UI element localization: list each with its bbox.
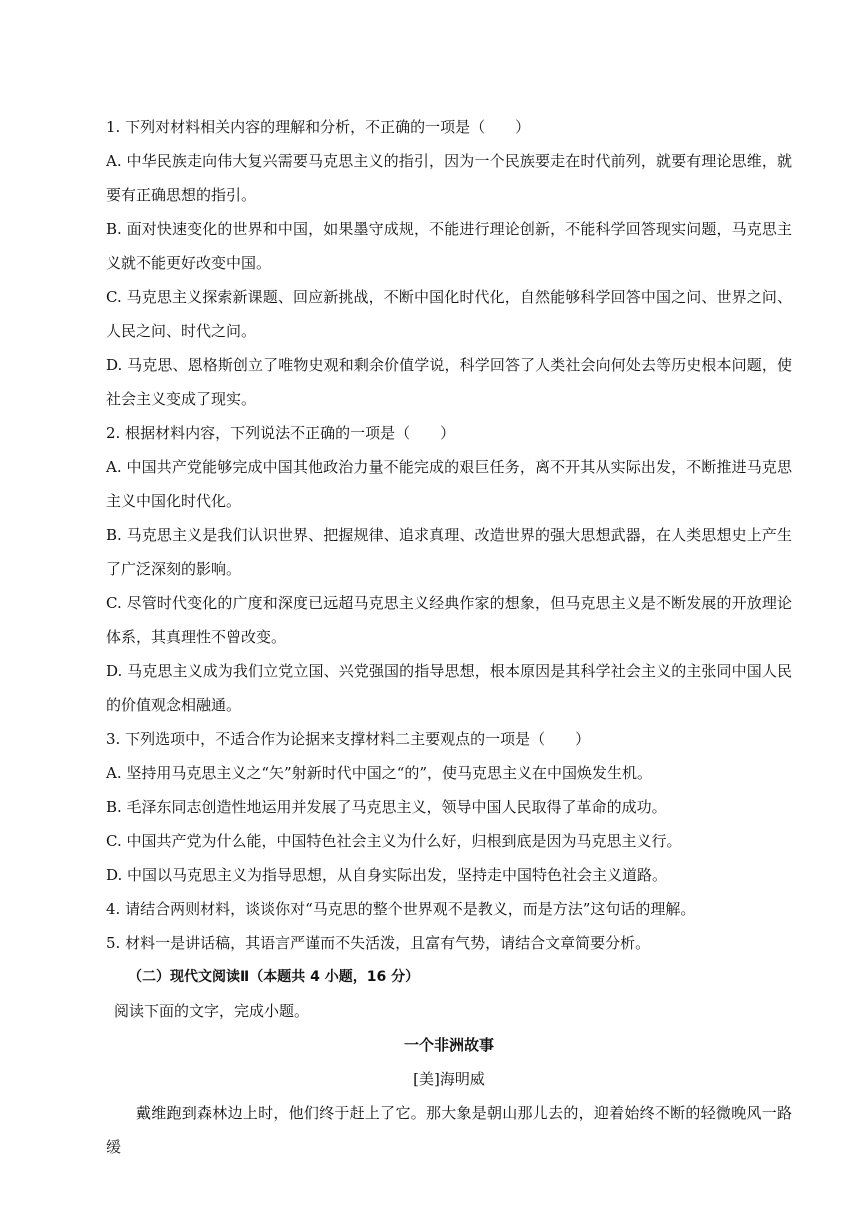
question-1-option-c: C. 马克思主义探索新课题、回应新挑战，不断中国化时代化，自然能够科学回答中国之问、世界之问、人民之问、时代之问。: [106, 288, 792, 340]
question-2-stem: 2. 根据材料内容，下列说法不正确的一项是（ ）: [106, 424, 456, 442]
story-title: 一个非洲故事: [403, 1036, 494, 1054]
question-3-stem: 3. 下列选项中，不适合作为论据来支撑材料二主要观点的一项是（ ）: [106, 730, 591, 748]
section-heading: （二）现代文阅读Ⅱ（本题共 4 小题，16 分）: [128, 969, 420, 985]
question-5: 5. 材料一是讲话稿，其语言严谨而不失活泼，且富有气势，请结合文章简要分析。: [106, 934, 651, 952]
question-3-option-b: B. 毛泽东同志创造性地运用并发展了马克思主义，领导中国人民取得了革命的成功。: [106, 798, 667, 816]
question-1-option-d: D. 马克思、恩格斯创立了唯物史观和剩余价值学说，科学回答了人类社会向何处去等历史根本问题，使社会主义变成了现实。: [106, 356, 792, 408]
story-paragraph: 戴维跑到森林边上时，他们终于赶上了它。那大象是朝山那儿去的，迎着始终不断的轻微晚风一路缓: [106, 1104, 792, 1156]
question-4: 4. 请结合两则材料，谈谈你对“马克思的整个世界观不是教义，而是方法”这句话的理解。: [106, 900, 696, 918]
reading-instruction: 阅读下面的文字，完成小题。: [114, 1002, 310, 1020]
question-2-option-d: D. 马克思主义成为我们立党立国、兴党强国的指导思想，根本原因是其科学社会主义的主张同中国人民的价值观念相融通。: [106, 662, 792, 714]
question-1-option-a: A. 中华民族走向伟大复兴需要马克思主义的指引，因为一个民族要走在时代前列，就要有理论思维，就要有正确思想的指引。: [106, 152, 792, 204]
question-1-option-b: B. 面对快速变化的世界和中国，如果墨守成规，不能进行理论创新，不能科学回答现实问题，马克思主义就不能更好改变中国。: [106, 220, 792, 272]
question-1-stem: 1. 下列对材料相关内容的理解和分析，不正确的一项是（ ）: [106, 118, 531, 136]
document-body: [106, 110, 792, 1164]
question-2-option-c: C. 尽管时代变化的广度和深度已远超马克思主义经典作家的想象，但马克思主义是不断发展的开放理论体系，其真理性不曾改变。: [106, 594, 792, 646]
question-3-option-d: D. 中国以马克思主义为指导思想，从自身实际出发，坚持走中国特色社会主义道路。: [106, 866, 668, 884]
question-3-option-c: C. 中国共产党为什么能，中国特色社会主义为什么好，归根到底是因为马克思主义行。: [106, 832, 682, 850]
story-author: [美]海明威: [413, 1070, 485, 1088]
question-3-option-a: A. 坚持用马克思主义之“矢”射新时代中国之“的”，使马克思主义在中国焕发生机。: [106, 764, 653, 782]
question-2-option-a: A. 中国共产党能够完成中国其他政治力量不能完成的艰巨任务，离不开其从实际出发，不断推进马克思主义中国化时代化。: [106, 458, 792, 510]
question-2-option-b: B. 马克思主义是我们认识世界、把握规律、追求真理、改造世界的强大思想武器，在人类思想史上产生了广泛深刻的影响。: [106, 526, 792, 578]
